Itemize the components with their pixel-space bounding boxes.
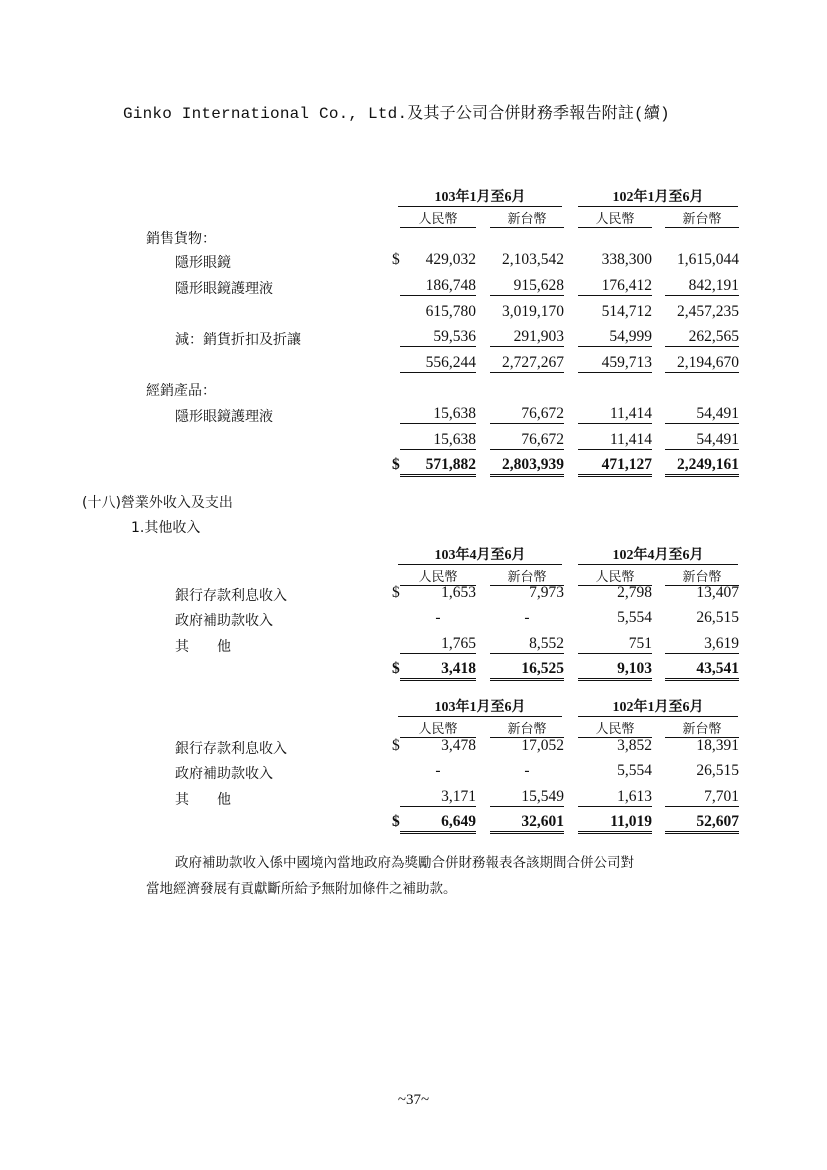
cell-total: 3,418	[400, 660, 476, 681]
note-paragraph-line-2: 當地經濟發展有貢獻斷所給予無附加條件之補助款。	[146, 881, 457, 897]
cell-total: 571,882	[400, 456, 476, 477]
cell-value: 15,638	[400, 405, 476, 424]
cell-value: 429,032	[425, 251, 476, 268]
row-label-contact-lens: 隱形眼鏡	[175, 255, 231, 271]
period-header-2: 102年1月至6月	[578, 186, 738, 207]
cell-total: 11,019	[578, 813, 652, 834]
col-header-ntd-2: 新台幣	[665, 208, 739, 228]
note-paragraph-line-1: 政府補助款收入係中國境內當地政府為獎勵合併財務報表各該期間合併公司對	[175, 855, 634, 871]
cell-value: 26,515	[696, 762, 739, 779]
cell-value: 3,019,170	[502, 303, 564, 320]
cell-value: 556,244	[400, 354, 476, 373]
row-label-other: 其 他	[175, 639, 231, 655]
cell-total: 32,601	[490, 813, 564, 834]
cell-value: 5,554	[617, 609, 652, 626]
cell-value: 15,638	[400, 431, 476, 450]
dollar-sign: $	[392, 813, 400, 830]
col-header-rmb-2: 人民幣	[578, 566, 652, 586]
cell-value: 3,852	[617, 737, 652, 754]
cell-total: 6,649	[400, 813, 476, 834]
subsection-heading: 1.其他收入	[131, 520, 201, 536]
col-header-ntd-2: 新台幣	[665, 566, 739, 586]
col-header-rmb-2: 人民幣	[578, 718, 652, 738]
cell-value: -	[524, 609, 530, 626]
cell-value: 2,727,267	[490, 354, 564, 373]
section-label-goods: 銷售貨物：	[146, 231, 216, 247]
cell-value: 11,414	[578, 405, 652, 424]
cell-value: 3,478	[441, 737, 476, 754]
cell-value: 1,613	[578, 788, 652, 807]
cell-value: 842,191	[665, 277, 739, 296]
dollar-sign: $	[392, 737, 400, 754]
period-header-1: 103年1月至6月	[398, 186, 562, 207]
cell-value: 5,554	[617, 762, 652, 779]
cell-value: 7,701	[665, 788, 739, 807]
period-header-1: 103年1月至6月	[398, 696, 562, 717]
col-header-ntd-2: 新台幣	[665, 718, 739, 738]
cell-total: 2,249,161	[665, 456, 739, 477]
col-header-ntd-1: 新台幣	[490, 566, 564, 586]
cell-value: 13,407	[696, 584, 739, 601]
cell-value: 291,903	[490, 328, 564, 347]
cell-value: 54,491	[665, 405, 739, 424]
cell-value: 915,628	[490, 277, 564, 296]
cell-value: 1,765	[400, 635, 476, 654]
page-number: ~37~	[397, 1092, 430, 1108]
col-header-rmb-2: 人民幣	[578, 208, 652, 228]
cell-total: 471,127	[578, 456, 652, 477]
cell-value: 59,536	[400, 328, 476, 347]
row-label-discount: 減：銷貨折扣及折讓	[175, 332, 301, 348]
cell-value: 186,748	[400, 277, 476, 296]
cell-value: 2,103,542	[502, 251, 564, 268]
col-header-ntd-1: 新台幣	[490, 718, 564, 738]
dollar-sign: $	[392, 660, 400, 677]
row-label-interest: 銀行存款利息收入	[175, 741, 287, 757]
row-label-subsidy: 政府補助款收入	[175, 613, 273, 629]
cell-value: 8,552	[490, 635, 564, 654]
section-label-distributed: 經銷產品：	[146, 383, 216, 399]
cell-value: 1,615,044	[677, 251, 739, 268]
cell-value: 11,414	[578, 431, 652, 450]
cell-value: 1,653	[441, 584, 476, 601]
cell-value: -	[524, 762, 530, 779]
period-header-2: 102年1月至6月	[578, 696, 738, 717]
cell-value: -	[435, 762, 441, 779]
cell-value: 76,672	[490, 431, 564, 450]
col-header-rmb-1: 人民幣	[400, 718, 476, 738]
cell-total: 9,103	[578, 660, 652, 681]
cell-value: -	[435, 609, 441, 626]
cell-value: 54,999	[578, 328, 652, 347]
cell-total: 43,541	[665, 660, 739, 681]
section-heading: (十八)營業外收入及支出	[82, 495, 233, 511]
dollar-sign: $	[392, 584, 400, 601]
cell-value: 76,672	[490, 405, 564, 424]
cell-value: 2,194,670	[665, 354, 739, 373]
cell-value: 176,412	[578, 277, 652, 296]
period-header-2: 102年4月至6月	[578, 544, 738, 565]
page-header-title: Ginko International Co., Ltd.及其子公司合併財務季報告附註(續)	[123, 105, 670, 123]
row-label-interest: 銀行存款利息收入	[175, 588, 287, 604]
col-header-ntd-1: 新台幣	[490, 208, 564, 228]
cell-total: 52,607	[665, 813, 739, 834]
row-label-subsidy: 政府補助款收入	[175, 766, 273, 782]
cell-value: 17,052	[521, 737, 564, 754]
cell-value: 54,491	[665, 431, 739, 450]
cell-total: 16,525	[490, 660, 564, 681]
cell-value: 26,515	[696, 609, 739, 626]
cell-value: 751	[578, 635, 652, 654]
cell-value: 3,619	[665, 635, 739, 654]
period-header-1: 103年4月至6月	[398, 544, 562, 565]
cell-value: 2,798	[617, 584, 652, 601]
cell-value: 3,171	[400, 788, 476, 807]
cell-value: 18,391	[696, 737, 739, 754]
cell-value: 615,780	[425, 303, 476, 320]
row-label-other: 其 他	[175, 792, 231, 808]
row-label-distributed-solution: 隱形眼鏡護理液	[175, 409, 273, 425]
cell-value: 514,712	[601, 303, 652, 320]
cell-value: 15,549	[490, 788, 564, 807]
cell-value: 338,300	[601, 251, 652, 268]
row-label-solution: 隱形眼鏡護理液	[175, 281, 273, 297]
cell-total: 2,803,939	[490, 456, 564, 477]
dollar-sign: $	[392, 456, 400, 473]
cell-value: 262,565	[665, 328, 739, 347]
cell-value: 2,457,235	[677, 303, 739, 320]
dollar-sign: $	[392, 251, 400, 268]
cell-value: 7,973	[529, 584, 564, 601]
cell-value: 459,713	[578, 354, 652, 373]
col-header-rmb-1: 人民幣	[400, 208, 476, 228]
col-header-rmb-1: 人民幣	[400, 566, 476, 586]
